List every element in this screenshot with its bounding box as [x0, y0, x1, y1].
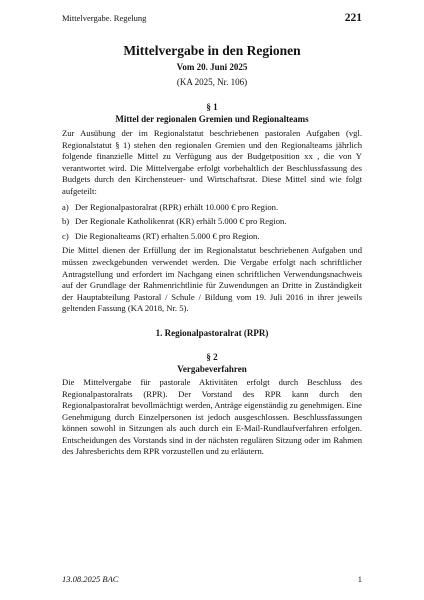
document-title: Mittelvergabe in den Regionen [123, 43, 301, 58]
page-header [62, 12, 362, 32]
chapter-1-title: 1. Regionalpastoralrat (RPR) [155, 327, 269, 338]
footer-page-number: 1 [357, 574, 362, 584]
section-1-number: § 1 [206, 102, 218, 112]
list-item-text: Die Regionalteams (RT) erhalten 5.000 € pro Region. [75, 230, 260, 241]
document-date: Vom 20. Juni 2025 [176, 62, 248, 72]
section-2-text: Die Mittelvergabe für pastorale Aktivitäten erfolgt durch Beschluss des Regionalpastoralrats (RPR). Der Vorstand des RPR kann durch den Regionalpastoralrat bevollmächtigt werden, Anträge eigenständig zu genehmigen. Eine Genehmigung durch Einzelpersonen ist jedoch ausgeschlossen. Beschlussfassungen können sowohl in Sitzungen als auch durch ein E-Mail-Rundlaufverfahren erfolgen. Entscheidungen des Vorstands sind in der nächsten regulären Sitzung oder im Rahmen des Jahresberichts dem RPR vorzustellen und zu erläutern. [62, 376, 362, 457]
section-1-closing: Die Mittel dienen der Erfüllung der im Regionalstatut beschriebenen Aufgaben und müssen zweckgebunden verwendet werden. Die Vergabe erfolgt nach schriftlicher Antragstellung und erfordert im Nachgang einen schriftlichen Verwendungsnachweis auf der Grundlage der Rahmenrichtlinie für Zuwendungen an Dritte in Zuständigkeit der Hauptabteilung Pastoral / Schule / Bildung vom 19. Juli 2016 in ihrer jeweils geltenden Fassung (KA 2018, Nr. 5). [62, 245, 362, 314]
page-footer [62, 574, 362, 584]
list-item [62, 231, 362, 243]
section-1-title: Mittel der regionalen Gremien und Regionalteams [115, 114, 309, 124]
list-item [62, 202, 362, 214]
footer-date-code: 13.08.2025 BAC [62, 574, 119, 584]
section-1-intro: Zur Ausübung der im Regionalstatut beschriebenen pastoralen Aufgaben (vgl. Regionalstatut § 1) stehen den regionalen Gremien und den Regionalteams jährlich folgende finanzielle Mittel zu Verfügung aus der Budgetposition xx , die von Y verantwortet wird. Die Mittelvergabe erfolgt vorbehaltlich der Beschlussfassung des Budgets durch den Kirchensteuer- und Wirtschaftsrat. Diese Mittel sind wie folgt aufgeteilt: [62, 128, 362, 196]
list-item-text: Der Regionale Katholikenrat (KR) erhält 5.000 € pro Region. [75, 216, 287, 227]
list-marker: c) [62, 230, 69, 241]
allocation-list [62, 202, 362, 243]
list-item-text: Der Regionalpastoralrat (RPR) erhält 10.000 € pro Region. [75, 201, 279, 212]
section-2-title: Vergabeverfahren [177, 363, 247, 374]
list-marker: a) [62, 201, 69, 212]
document-reference: (KA 2025, Nr. 106) [176, 77, 248, 87]
list-item [62, 216, 362, 228]
document-body [62, 42, 362, 458]
list-marker: b) [62, 216, 70, 227]
running-title: Mittelvergabe. Regelung [62, 13, 147, 23]
section-2-number: § 2 [206, 351, 218, 362]
page-label: 221 [344, 12, 362, 24]
